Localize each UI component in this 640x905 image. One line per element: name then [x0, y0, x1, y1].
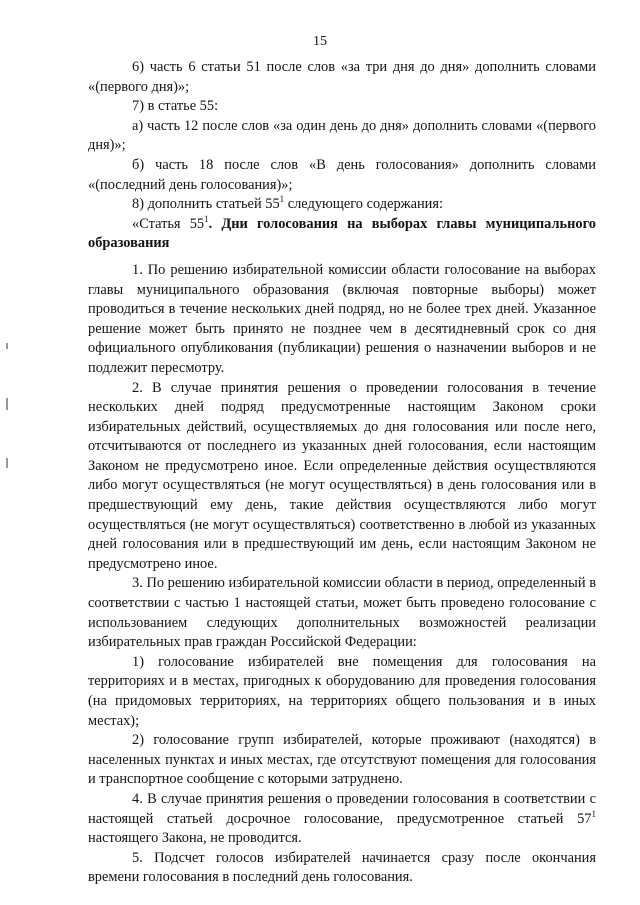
article-heading: «Статья $55^1$. Дни голосования на выборах главы муниципального образования — [88, 213, 596, 252]
margin-mark — [6, 343, 8, 349]
document-body — [88, 58, 596, 888]
article-section: 2. В случае принятия решения о проведении голосования в течение нескольких дней подряд предусмотренные настоящим Законом сроки избирательных действий, осуществляемых до дня голосования или после него, отсчитываются от последнего из указанных дней голосования, если настоящим Законом не предусмотрено иное. Если определенные действия осуществляются либо могут осуществляться (не могут осуществляться) в день голосования или в предшествующий ему день, такие действия осуществляются либо могут осуществляться (не могут осуществляться) соответственно в любой из указанных дней голосования или в предшествующий им день, если настоящим Законом не предусмотрено иное. — [88, 379, 596, 572]
article-section: 1. По решению избирательной комиссии области голосование на выборах главы муниципального образования (включая повторные выборы) может проводиться в течение нескольких дней подряд, но не более трех дней. Указанное решение может быть принято не позднее чем в десятидневный срок со дня официального опубликования (публикации) решения о назначении выборов и не подлежит пересмотру. — [88, 261, 596, 376]
amendment-item: 6) часть 6 статьи 51 после слов «за три дня до дня» дополнить словами «(первого дня)»; — [88, 59, 596, 95]
amendment-item: б) часть 18 после слов «В день голосования» дополнить словами «(последний день голосования)»; — [88, 156, 596, 193]
amendment-item: 8) дополнить статьей $55^1$ следующего содержания: — [132, 194, 443, 213]
article-subsection: 1) голосование избирателей вне помещения для голосования на территориях и в местах, пригодных к оборудованию для проведения голосования (на придомовых территориях, на территориях общего пользования и в иных местах); — [88, 653, 596, 729]
margin-mark — [6, 398, 8, 410]
margin-mark — [6, 458, 8, 468]
article-section: 4. В случае принятия решения о проведении голосования в соответствии с настоящей статьей досрочное голосование, предусмотренное статьей $57^1$ настоящего Закона, не проводится. — [88, 790, 596, 847]
page-number: 15 — [313, 34, 327, 49]
article-subsection: 2) голосование групп избирателей, которые проживают (находятся) в населенных пунктах и иных местах, где отсутствуют помещения для голосования и транспортное сообщение с которыми затруднено. — [88, 732, 596, 788]
article-section: 3. По решению избирательной комиссии области в период, определенный в соответствии с частью 1 настоящей статьи, может быть проведено голосование с использованием следующих дополнительных возможностей реализации избирательных прав граждан Российской Федерации: — [88, 575, 596, 651]
amendment-item: а) часть 12 после слов «за один день до дня» дополнить словами «(первого дня)»; — [88, 117, 596, 154]
amendment-item: 7) в статье 55: — [132, 98, 219, 115]
article-section: 5. Подсчет голосов избирателей начинается сразу после окончания времени голосования в последний день голосования. — [88, 849, 596, 886]
